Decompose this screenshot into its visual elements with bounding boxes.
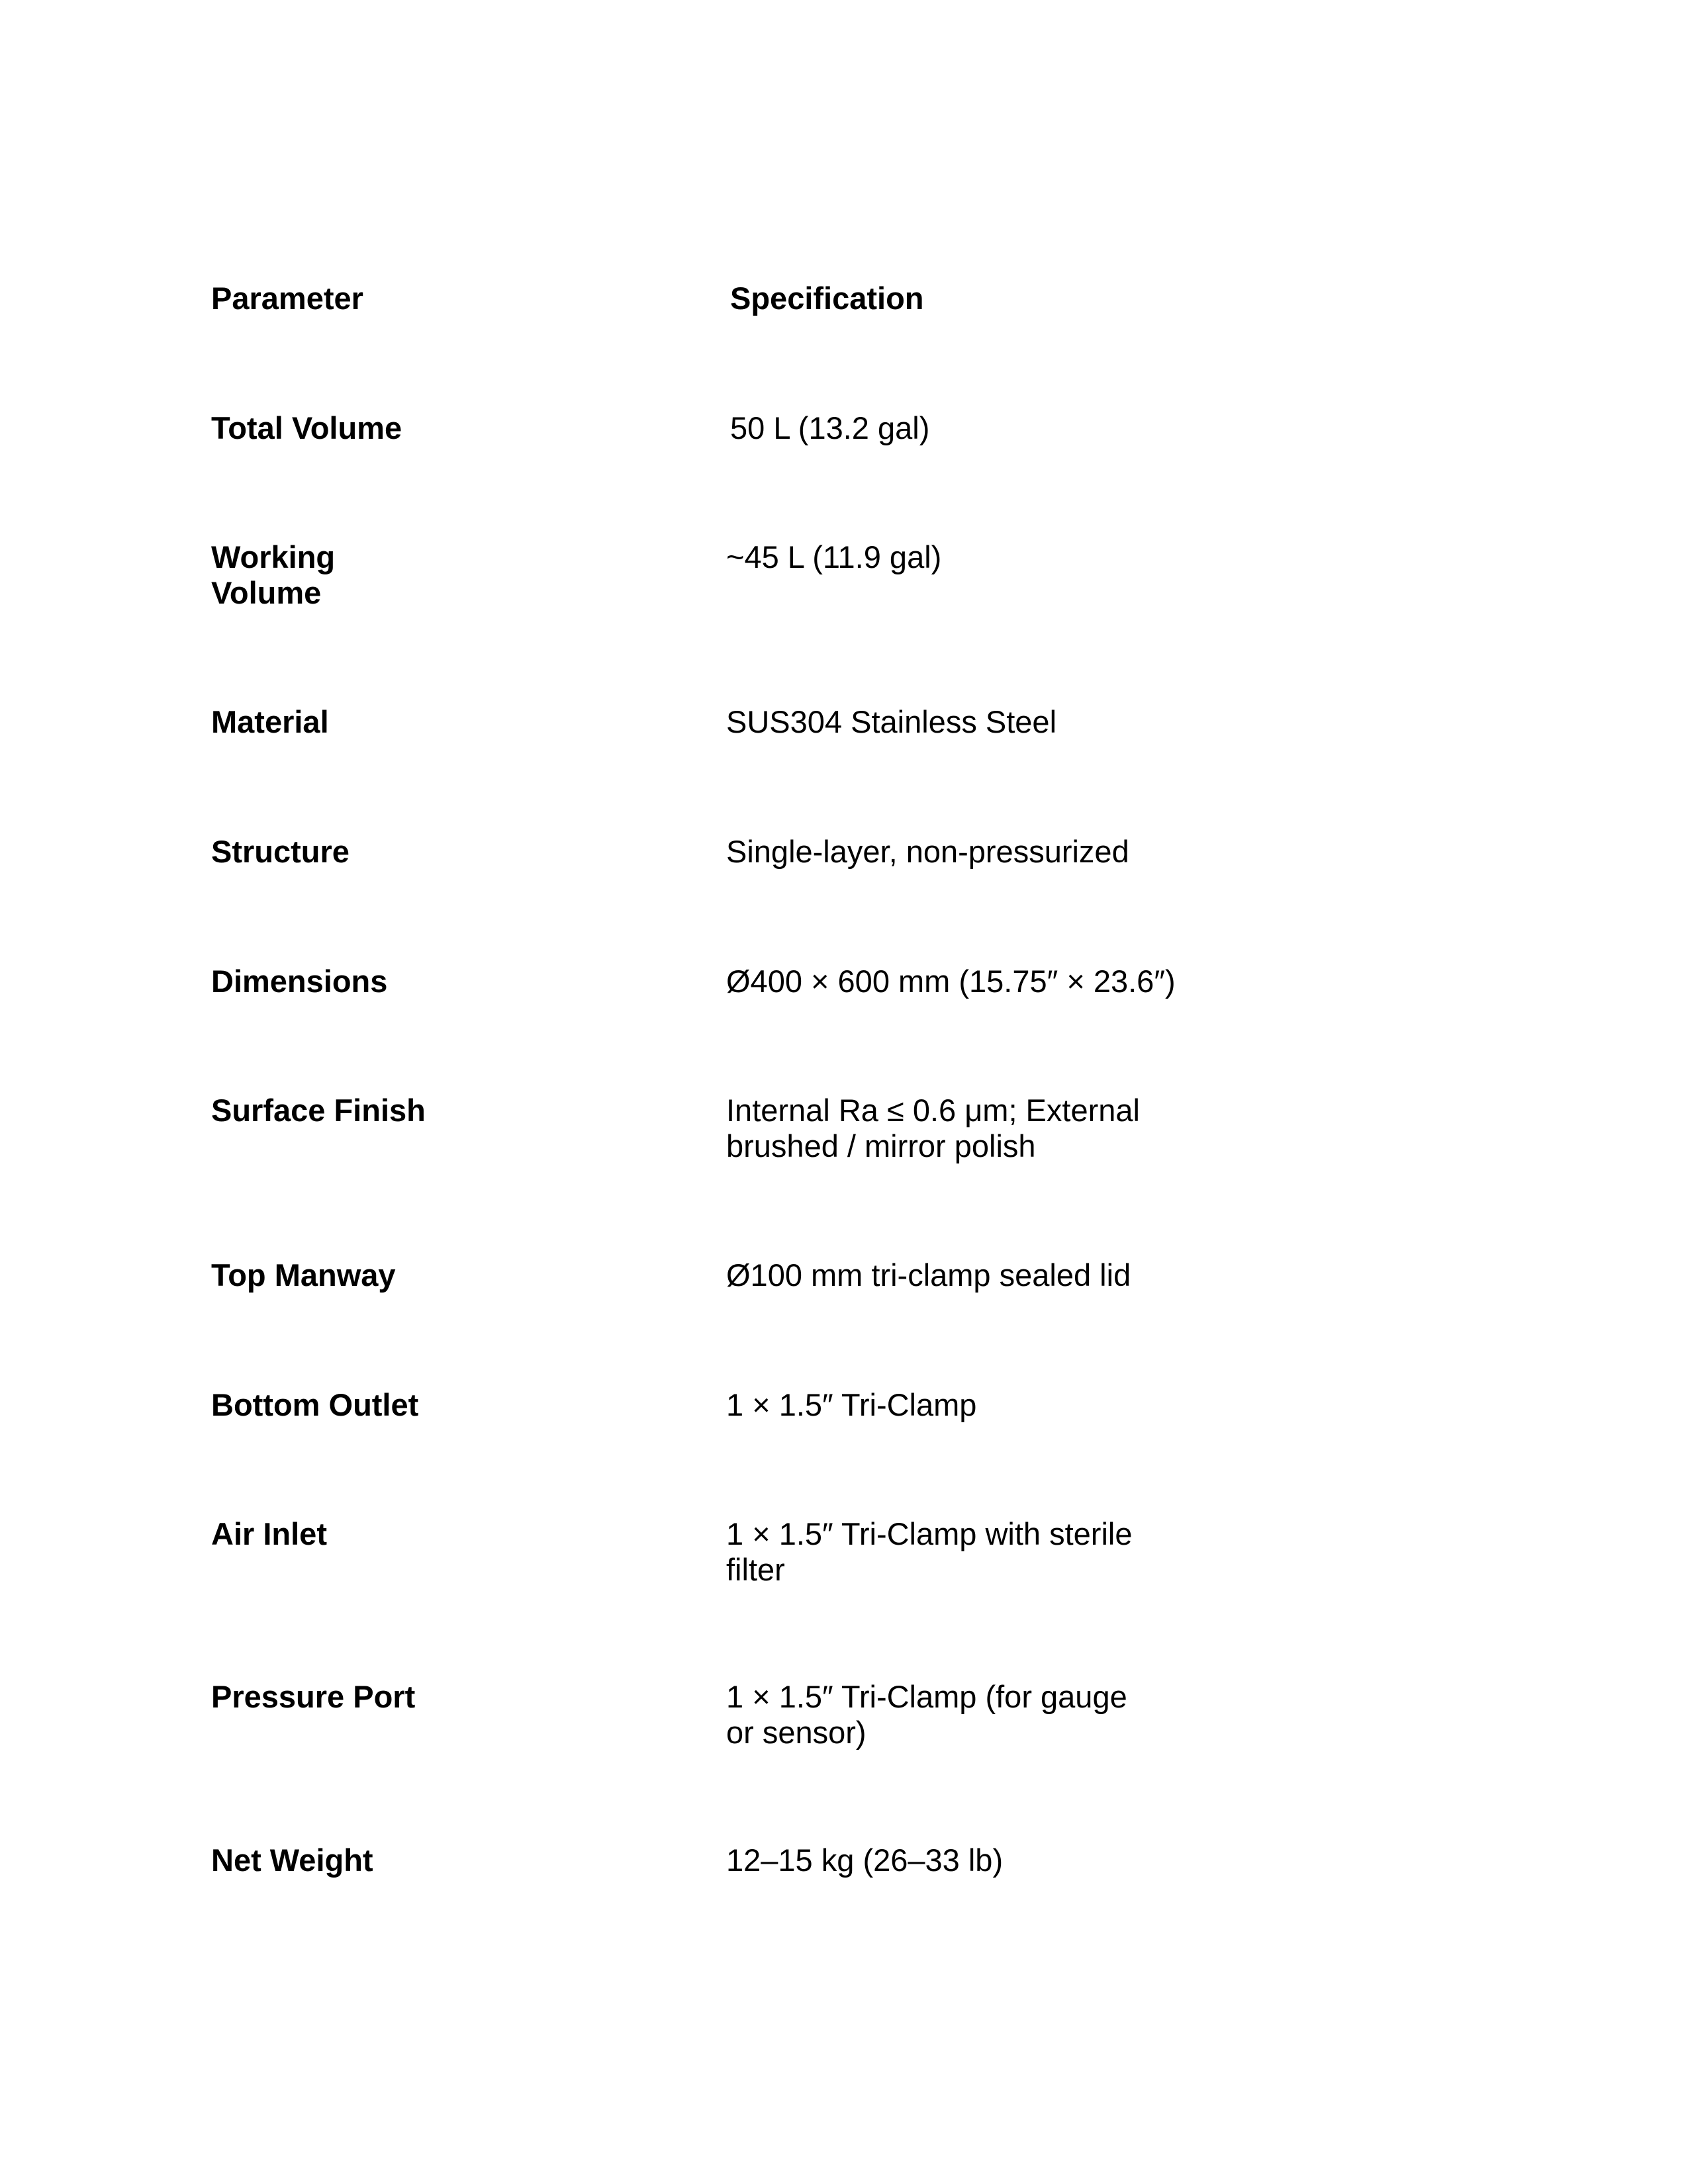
row-spec-top-manway: Ø100 mm tri-clamp sealed lid [726,1257,1131,1293]
row-spec-working-volume: ~45 L (11.9 gal) [726,539,942,574]
row-spec-total-volume: 50 L (13.2 gal) [730,410,930,445]
row-parameter-material: Material [211,704,329,739]
row-spec-air-inlet: 1 × 1.5″ Tri-Clamp with sterile filter [726,1516,1133,1587]
header-specification: Specification [730,281,924,316]
header-parameter: Parameter [211,281,363,316]
row-spec-material: SUS304 Stainless Steel [726,704,1057,739]
row-parameter-surface-finish: Surface Finish [211,1093,426,1128]
row-spec-bottom-outlet: 1 × 1.5″ Tri-Clamp [726,1387,977,1422]
row-spec-structure: Single-layer, non-pressurized [726,834,1129,869]
row-parameter-net-weight: Net Weight [211,1843,373,1878]
row-parameter-structure: Structure [211,834,350,869]
row-spec-pressure-port: 1 × 1.5″ Tri-Clamp (for gauge or sensor) [726,1679,1127,1750]
row-parameter-dimensions: Dimensions [211,964,388,999]
row-parameter-bottom-outlet: Bottom Outlet [211,1387,419,1422]
row-parameter-top-manway: Top Manway [211,1257,396,1293]
row-spec-net-weight: 12–15 kg (26–33 lb) [726,1843,1004,1878]
row-parameter-working-volume: Working Volume [211,539,336,610]
row-parameter-air-inlet: Air Inlet [211,1516,327,1551]
row-spec-dimensions: Ø400 × 600 mm (15.75″ × 23.6″) [726,964,1176,999]
row-spec-surface-finish: Internal Ra ≤ 0.6 μm; External brushed / mirror polish [726,1093,1140,1163]
row-parameter-total-volume: Total Volume [211,410,402,445]
row-parameter-pressure-port: Pressure Port [211,1679,416,1714]
